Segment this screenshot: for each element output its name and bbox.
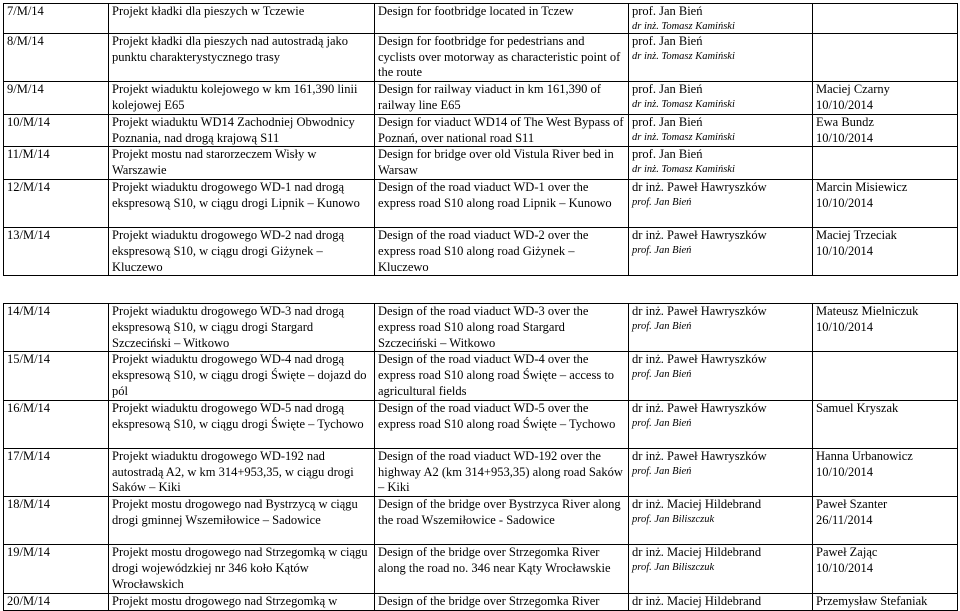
title-english: Design of the bridge over Strzegomka River along the road no. 346 near Kąty Wrocławskie — [375, 545, 629, 593]
title-polish: Projekt wiaduktu kolejowego w km 161,390 linii kolejowej E65 — [109, 82, 375, 115]
title-polish: Projekt wiaduktu WD14 Zachodniej Obwodnicy Poznania, nad drogą krajową S11 — [109, 114, 375, 147]
supervisor-primary: dr inż. Paweł Hawryszków — [632, 304, 767, 318]
student — [813, 33, 958, 81]
title-english: Design of the bridge over Bystrzyca River along the road Wszemiłowice - Sadowice — [375, 497, 629, 545]
thesis-number: 16/M/14 — [4, 400, 109, 448]
title-polish: Projekt kładki dla pieszych w Tczewie — [109, 4, 375, 34]
supervisor-secondary: prof. Jan Biliszczuk — [632, 561, 715, 573]
student — [813, 82, 958, 115]
supervisor-primary: dr inż. Paweł Hawryszków — [632, 400, 767, 415]
student-name: Maciej Czarny — [816, 82, 890, 97]
supervisor-primary: dr inż. Maciej Hildebrand — [632, 593, 762, 608]
student-name: Maciej Trzeciak — [816, 227, 897, 242]
supervisor-primary: prof. Jan Bień — [632, 33, 703, 48]
supervisors — [629, 304, 813, 352]
thesis-number: 13/M/14 — [4, 227, 109, 275]
thesis-number: 17/M/14 — [4, 448, 109, 496]
title-english: Design of the road viaduct WD-4 over the express road S10 along road Święte – access to agricultural fields — [375, 352, 629, 400]
supervisor-primary: dr inż. Maciej Hildebrand — [632, 497, 762, 512]
supervisor-primary: dr inż. Maciej Hildebrand — [632, 545, 762, 560]
table-row — [4, 82, 958, 115]
assignment-date: 10/10/2014 — [816, 130, 873, 145]
supervisor-primary: prof. Jan Bień — [632, 114, 703, 129]
title-english: Design of the road viaduct WD-2 over the express road S10 along road Giżynek – Kluczewo — [375, 227, 629, 275]
thesis-number: 10/M/14 — [4, 114, 109, 147]
title-english: Design for footbridge located in Tczew — [375, 4, 629, 34]
title-polish: Projekt kładki dla pieszych nad autostradą jako punktu charakterystycznego trasy — [109, 33, 375, 81]
supervisors — [629, 82, 813, 115]
table-row — [4, 304, 958, 352]
supervisor-primary: dr inż. Paweł Hawryszków — [632, 352, 767, 367]
supervisors — [629, 352, 813, 400]
supervisors — [629, 545, 813, 593]
title-english: Design of the bridge over Strzegomka River — [375, 593, 629, 610]
assignment-date: 26/11/2014 — [816, 512, 873, 527]
supervisor-primary: dr inż. Paweł Hawryszków — [632, 448, 767, 463]
supervisor-secondary: prof. Jan Bień — [632, 369, 692, 381]
student-name: Samuel Kryszak — [816, 400, 899, 415]
title-polish: Projekt mostu drogowego nad Strzegomką w ciągu drogi wojewódzkiej nr 346 koło Kątów Wrocławskich — [109, 545, 375, 593]
supervisor-secondary: prof. Jan Bień — [632, 244, 692, 256]
student-name: Paweł Szanter — [816, 497, 888, 512]
title-english: Design for bridge over old Vistula River bed in Warsaw — [375, 147, 629, 180]
thesis-number: 7/M/14 — [4, 4, 109, 34]
student — [813, 114, 958, 147]
student — [813, 352, 958, 400]
table-row — [4, 352, 958, 400]
table-row — [4, 593, 958, 610]
title-polish: Projekt wiaduktu drogowego WD-1 nad drogą ekspresową S10, w ciągu drogi Lipnik – Kunowo — [109, 179, 375, 227]
table-row — [4, 179, 958, 227]
supervisor-secondary: prof. Jan Bień — [632, 320, 692, 332]
thesis-table-top — [3, 3, 958, 276]
thesis-number: 18/M/14 — [4, 497, 109, 545]
supervisor-primary: prof. Jan Bień — [632, 147, 703, 162]
student — [813, 179, 958, 227]
title-polish: Projekt wiaduktu drogowego WD-192 nad autostradą A2, w km 314+953,35, w ciągu drogi Saków – Kiki — [109, 448, 375, 496]
supervisors — [629, 448, 813, 496]
table-row — [4, 147, 958, 180]
table-row — [4, 497, 958, 545]
table-row — [4, 545, 958, 593]
supervisors — [629, 147, 813, 180]
student — [813, 497, 958, 545]
assignment-date: 10/10/2014 — [816, 319, 873, 334]
supervisors — [629, 114, 813, 147]
supervisor-secondary: dr inż. Tomasz Kamiński — [632, 50, 735, 62]
supervisor-primary: dr inż. Paweł Hawryszków — [632, 179, 767, 194]
title-polish: Projekt wiaduktu drogowego WD-3 nad drogą ekspresową S10, w ciągu drogi Stargard Szczeciński – Witkowo — [109, 304, 375, 352]
supervisor-secondary: dr inż. Tomasz Kamiński — [632, 20, 735, 32]
supervisor-secondary: dr inż. Tomasz Kamiński — [632, 131, 735, 143]
table-row — [4, 227, 958, 275]
thesis-number: 11/M/14 — [4, 147, 109, 180]
title-polish: Projekt mostu nad starorzeczem Wisły w Warszawie — [109, 147, 375, 180]
student — [813, 400, 958, 448]
student — [813, 304, 958, 352]
student-name: Przemysław Stefaniak — [816, 593, 928, 608]
table-row — [4, 448, 958, 496]
title-english: Design for footbridge for pedestrians and cyclists over motorway as characteristic point of the route — [375, 33, 629, 81]
assignment-date: 10/10/2014 — [816, 560, 873, 575]
student — [813, 593, 958, 610]
student-name: Ewa Bundz — [816, 114, 874, 129]
title-english: Design for viaduct WD14 of The West Bypass of Poznań, over national road S11 — [375, 114, 629, 147]
assignment-date: 10/10/2014 — [816, 195, 873, 210]
title-polish: Projekt mostu drogowego nad Bystrzycą w ciągu drogi gminnej Wszemiłowice – Sadowice — [109, 497, 375, 545]
title-english: Design of the road viaduct WD-3 over the express road S10 along road Stargard Szczeciński – Witkowo — [375, 304, 629, 352]
title-english: Design of the road viaduct WD-1 over the express road S10 along road Lipnik – Kunowo — [375, 179, 629, 227]
supervisor-primary: dr inż. Paweł Hawryszków — [632, 227, 767, 242]
student — [813, 227, 958, 275]
assignment-date: 10/10/2014 — [816, 464, 873, 479]
student — [813, 4, 958, 34]
student-name: Mateusz Mielniczuk — [816, 304, 919, 318]
table-row — [4, 114, 958, 147]
table-row — [4, 33, 958, 81]
student — [813, 545, 958, 593]
thesis-number: 9/M/14 — [4, 82, 109, 115]
supervisors — [629, 33, 813, 81]
thesis-number: 12/M/14 — [4, 179, 109, 227]
supervisor-secondary: prof. Jan Bień — [632, 196, 692, 208]
supervisors — [629, 593, 813, 610]
supervisors — [629, 400, 813, 448]
thesis-number: 8/M/14 — [4, 33, 109, 81]
thesis-number: 20/M/14 — [4, 593, 109, 610]
title-english: Design of the road viaduct WD-192 over the highway A2 (km 314+953,35) along road Saków – Kiki — [375, 448, 629, 496]
title-polish: Projekt wiaduktu drogowego WD-5 nad drogą ekspresową S10, w ciągu drogi Święte – Tychowo — [109, 400, 375, 448]
title-polish: Projekt wiaduktu drogowego WD-4 nad drogą ekspresową S10, w ciągu drogi Święte – dojazd do pól — [109, 352, 375, 400]
supervisor-primary: prof. Jan Bień — [632, 4, 703, 18]
title-english: Design of the road viaduct WD-5 over the express road S10 along road Święte – Tychowo — [375, 400, 629, 448]
title-english: Design for railway viaduct in km 161,390 of railway line E65 — [375, 82, 629, 115]
supervisor-secondary: dr inż. Tomasz Kamiński — [632, 164, 735, 176]
supervisors — [629, 497, 813, 545]
student-name: Paweł Zając — [816, 545, 878, 560]
title-polish: Projekt mostu drogowego nad Strzegomką w — [109, 593, 375, 610]
thesis-number: 15/M/14 — [4, 352, 109, 400]
thesis-table-bottom — [3, 303, 958, 611]
assignment-date: 10/10/2014 — [816, 97, 873, 112]
student — [813, 448, 958, 496]
thesis-number: 14/M/14 — [4, 304, 109, 352]
supervisor-secondary: prof. Jan Biliszczuk — [632, 513, 715, 525]
supervisor-primary: prof. Jan Bień — [632, 82, 703, 97]
supervisor-secondary: prof. Jan Bień — [632, 465, 692, 477]
supervisor-secondary: prof. Jan Bień — [632, 417, 692, 429]
thesis-number: 19/M/14 — [4, 545, 109, 593]
student-name: Hanna Urbanowicz — [816, 448, 913, 463]
table-row — [4, 4, 958, 34]
student — [813, 147, 958, 180]
supervisors — [629, 4, 813, 34]
assignment-date: 10/10/2014 — [816, 243, 873, 258]
title-polish: Projekt wiaduktu drogowego WD-2 nad drogą ekspresową S10, w ciągu drogi Giżynek – Kluczewo — [109, 227, 375, 275]
supervisor-secondary: dr inż. Tomasz Kamiński — [632, 98, 735, 110]
student-name: Marcin Misiewicz — [816, 179, 908, 194]
supervisors — [629, 227, 813, 275]
table-row — [4, 400, 958, 448]
supervisors — [629, 179, 813, 227]
